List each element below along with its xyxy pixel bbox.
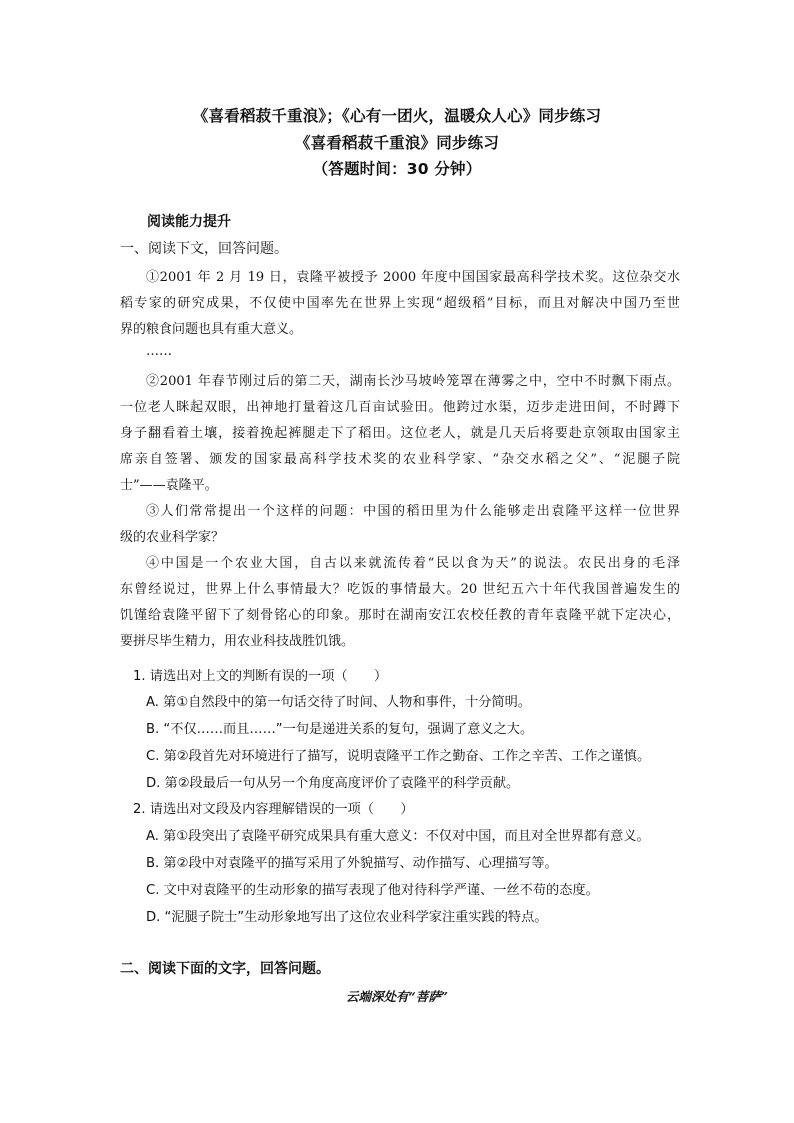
part1-heading: 一、阅读下文，回答问题。 xyxy=(120,241,288,257)
passage-line: ④中国是一个农业大国，自古以来就流传着“民以食为天”的说法。农民出身的毛泽 xyxy=(146,556,680,571)
passage-line: 级的农业科学家？ xyxy=(120,530,225,545)
question-2-option-b: B. 第②段中对袁隆平的描写采用了外貌描写、动作描写、心理描写等。 xyxy=(146,856,558,871)
part2-article-title: 云端深处有“菩萨” xyxy=(346,989,448,1004)
passage-line: 要拼尽毕生精力，用农业科技战胜饥饿。 xyxy=(120,634,355,649)
question-1-option-a: A. 第①自然段中的第一句话交待了时间、人物和事件，十分简明。 xyxy=(146,695,532,710)
doc-title-line1: 《喜看稻菽千重浪》；《心有一团火，温暖众人心》同步练习 xyxy=(192,107,602,125)
passage-line: 东曾经说过，世界上什么事情最大？吃饭的事情最大。20 世纪五六十年代我国普遍发生的 xyxy=(120,582,680,597)
question-2-option-c: C. 文中对袁隆平的生动形象的描写表现了他对待科学严谨、一丝不苟的态度。 xyxy=(146,883,599,898)
part2-heading: 二、阅读下面的文字，回答问题。 xyxy=(120,961,330,977)
doc-title-line2: 《喜看稻菽千重浪》同步练习 xyxy=(294,134,500,152)
passage-line: 一位老人眯起双眼，出神地打量着这几百亩试验田。他跨过水渠，迈步走进田间，不时蹲下 xyxy=(120,400,680,415)
passage-line: 席亲自签署、颁发的国家最高科学技术奖的农业科学家、“杂交水稻之父”、“泥腿子院 xyxy=(120,452,680,467)
doc-time-limit: （答题时间：30 分钟） xyxy=(312,160,482,178)
passage-line: 士”——袁隆平。 xyxy=(120,478,218,493)
question-1-stem: 1. 请选出对上文的判断有误的一项（ ） xyxy=(133,669,388,684)
passage-line: 界的粮食问题也具有重大意义。 xyxy=(120,322,303,337)
passage-line: 稻专家的研究成果，不仅使中国率先在世界上实现“超级稻”目标，而且对解决中国乃至世 xyxy=(120,296,680,311)
question-1-option-d: D. 第②段最后一句从另一个角度高度评价了袁隆平的科学贡献。 xyxy=(146,776,520,791)
question-1-option-b: B. “不仅……而且……”一句是递进关系的复句，强调了意义之大。 xyxy=(146,722,534,737)
passage-ellipsis: …… xyxy=(146,344,172,359)
section-label: 阅读能力提升 xyxy=(147,214,231,230)
question-2-option-a: A. 第①段突出了袁隆平研究成果具有重大意义：不仅对中国，而且对全世界都有意义。 xyxy=(146,829,650,844)
question-1-option-c: C. 第②段首先对环境进行了描写，说明袁隆平工作之勤奋、工作之辛苦、工作之谨慎。 xyxy=(146,749,651,764)
passage-line: 饥馑给袁隆平留下了刻骨铭心的印象。那时在湖南安江农校任教的青年袁隆平就下定决心， xyxy=(120,608,680,623)
passage-line: ①2001 年 2 月 19 日，袁隆平被授予 2000 年度中国国家最高科学技术奖。这位杂交水 xyxy=(146,270,680,285)
passage-line: ③人们常常提出一个这样的问题：中国的稻田里为什么能够走出袁隆平这样一位世界 xyxy=(146,504,680,519)
question-2-stem: 2. 请选出对文段及内容理解错误的一项（ ） xyxy=(133,802,414,817)
passage-line: 身子翻看着土壤，接着挽起裤腿走下了稻田。这位老人，就是几天后将要赴京领取由国家主 xyxy=(120,426,680,441)
question-2-option-d: D. “泥腿子院士”生动形象地写出了这位农业科学家注重实践的特点。 xyxy=(146,910,548,925)
passage-line: ②2001 年春节刚过后的第二天，湖南长沙马坡岭笼罩在薄雾之中，空中不时飘下雨点。 xyxy=(146,374,680,389)
